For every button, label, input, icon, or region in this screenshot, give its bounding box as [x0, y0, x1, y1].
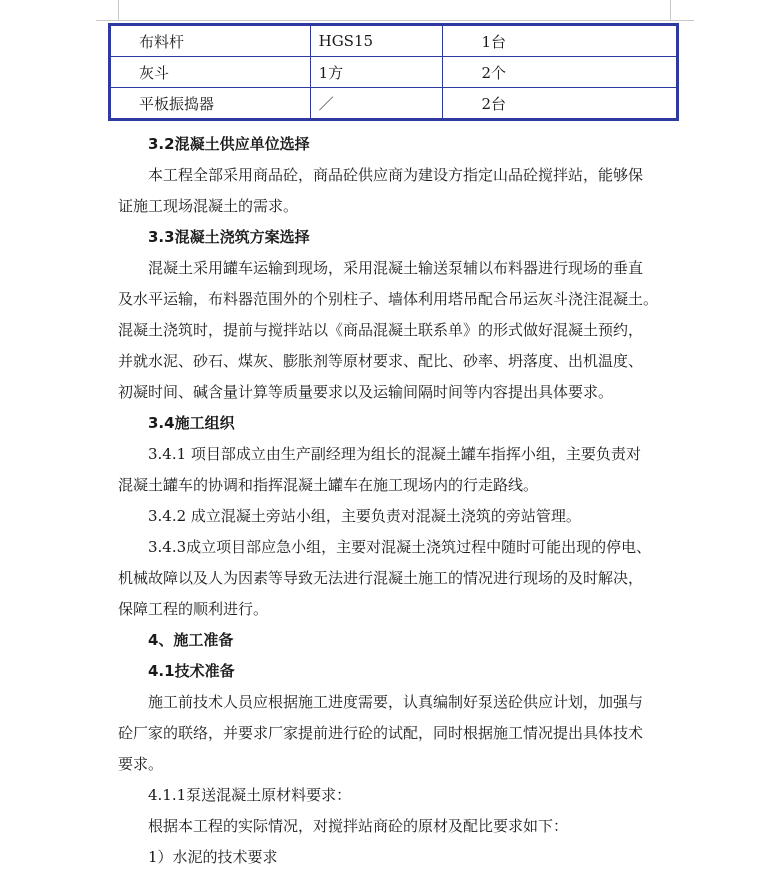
paragraph-line: 证施工现场混凝土的需求。	[118, 197, 299, 215]
document-body	[118, 129, 674, 873]
paragraph-line: 根据本工程的实际情况，对搅拌站商砼的原材及配比要求如下：	[148, 817, 569, 835]
subsection-heading-4-1-1: 4.1.1泵送混凝土原材料要求：	[148, 786, 352, 804]
table-cell-qty: 2台	[443, 88, 677, 119]
paragraph-line: 机械故障以及人为因素等导致无法进行混凝土施工的情况进行现场的及时解决，	[118, 569, 644, 587]
section-heading-3-4: 3.4施工组织	[148, 414, 235, 432]
paragraph-line: 本工程全部采用商品砼，商品砼供应商为建设方指定山品砼搅拌站，能够保	[148, 166, 644, 184]
header-rule	[96, 20, 694, 21]
table-cell-spec: ／	[310, 88, 443, 119]
header-border-right	[670, 0, 671, 20]
table-cell-qty: 1台	[443, 26, 677, 57]
table-cell-name: 灰斗	[111, 57, 311, 88]
paragraph-line: 3.4.3成立项目部应急小组，主要对混凝土浇筑过程中随时可能出现的停电、	[148, 538, 652, 556]
table-row	[111, 57, 677, 88]
paragraph-line: 3.4.2 成立混凝土旁站小组，主要负责对混凝土浇筑的旁站管理。	[148, 507, 581, 525]
table-cell-spec: 1方	[310, 57, 443, 88]
table-row	[111, 88, 677, 119]
paragraph-line: 砼厂家的联络，并要求厂家提前进行砼的试配，同时根据施工情况提出具体技术	[118, 724, 644, 742]
table-cell-qty: 2个	[443, 57, 677, 88]
header-border-left	[118, 0, 119, 20]
paragraph-line: 初凝时间、碱含量计算等质量要求以及运输间隔时间等内容提出具体要求。	[118, 383, 614, 401]
paragraph-line: 混凝土浇筑时，提前与搅拌站以《商品混凝土联系单》的形式做好混凝土预约，	[118, 321, 644, 339]
equipment-table	[110, 25, 677, 119]
paragraph-line: 混凝土采用罐车运输到现场，采用混凝土输送泵辅以布料器进行现场的垂直	[148, 259, 644, 277]
table-cell-name: 布料杆	[111, 26, 311, 57]
paragraph-line: 保障工程的顺利进行。	[118, 600, 269, 618]
section-heading-3-2: 3.2混凝土供应单位选择	[148, 135, 310, 153]
paragraph-line: 及水平运输，布料器范围外的个别柱子、墙体利用塔吊配合吊运灰斗浇注混凝土。	[118, 290, 659, 308]
paragraph-line: 3.4.1 项目部成立由生产副经理为组长的混凝土罐车指挥小组，主要负责对	[148, 445, 641, 463]
table-row	[111, 26, 677, 57]
section-heading-3-3: 3.3混凝土浇筑方案选择	[148, 228, 310, 246]
paragraph-line: 混凝土罐车的协调和指挥混凝土罐车在施工现场内的行走路线。	[118, 476, 539, 494]
paragraph-line: 要求。	[118, 755, 164, 773]
list-item: 1）水泥的技术要求	[148, 848, 278, 866]
paragraph-line: 并就水泥、砂石、煤灰、膨胀剂等原材要求、配比、砂率、坍落度、出机温度、	[118, 352, 644, 370]
table-cell-spec: HGS15	[310, 26, 443, 57]
table-cell-name: 平板振捣器	[111, 88, 311, 119]
section-heading-4: 4、施工准备	[148, 631, 234, 649]
section-heading-4-1: 4.1技术准备	[148, 662, 235, 680]
paragraph-line: 施工前技术人员应根据施工进度需要，认真编制好泵送砼供应计划，加强与	[148, 693, 644, 711]
